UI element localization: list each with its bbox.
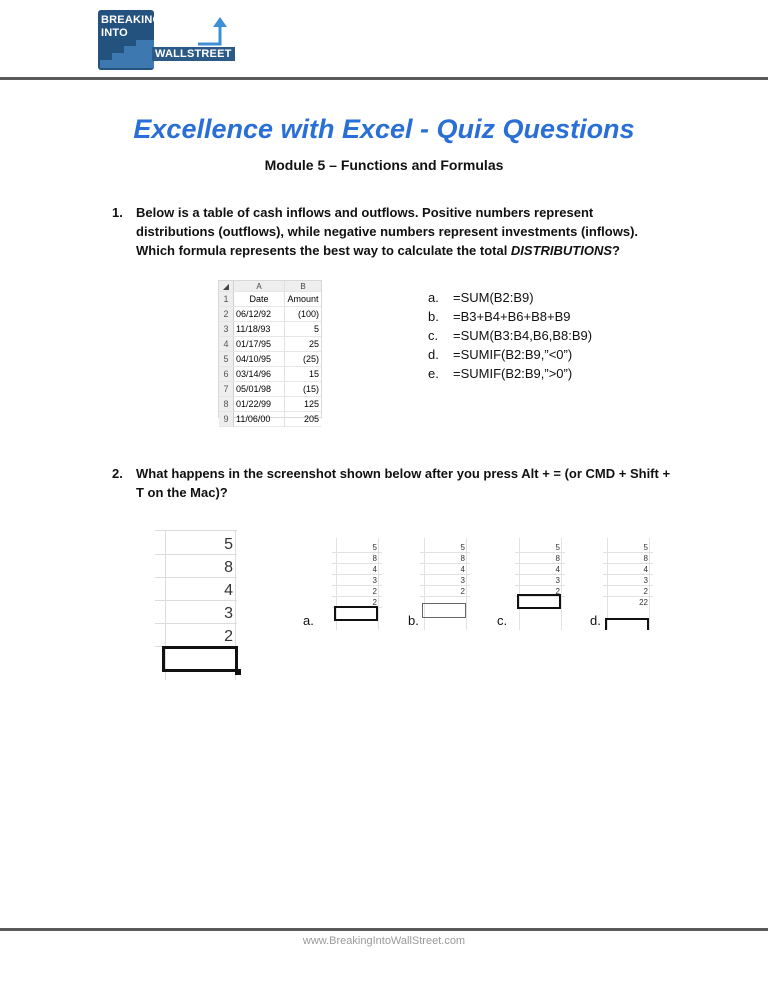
row-number: 1	[219, 292, 234, 307]
cell-value: 2	[555, 587, 560, 596]
cell-amount: 25	[285, 337, 322, 352]
selected-cell	[422, 603, 466, 618]
logo-text-breaking: BREAKING	[101, 14, 162, 26]
cell-amount: 125	[285, 397, 322, 412]
cell-value: 8	[555, 554, 560, 563]
cell-date: 04/10/95	[234, 352, 285, 367]
column-header: A	[234, 281, 285, 292]
logo-text-wallstreet: WALLSTREET	[152, 47, 235, 61]
cell-value: 4	[224, 582, 233, 599]
question-2	[112, 464, 672, 502]
question-number: 2.	[112, 466, 123, 481]
selected-cell	[605, 618, 649, 630]
selected-cell	[334, 606, 378, 621]
row-number: 8	[219, 397, 234, 412]
page-subtitle: Module 5 – Functions and Formulas	[264, 157, 504, 173]
cell-value: 3	[372, 576, 377, 585]
cell-value: 22	[639, 598, 648, 607]
cell-date: 11/18/93	[234, 322, 285, 337]
row-number: 4	[219, 337, 234, 352]
option-letter: c.	[428, 328, 439, 343]
cell-value: 2	[460, 587, 465, 596]
option-label-c[interactable]: c.	[497, 613, 508, 628]
question-text-line: What happens in the screenshot shown below after you press Alt + = (or CMD + Shift +	[136, 466, 671, 481]
column-header: B	[285, 281, 322, 292]
option-letter: e.	[428, 366, 439, 381]
cell-value: 5	[460, 543, 465, 552]
row-number: 9	[219, 412, 234, 427]
cell-value: 4	[372, 565, 377, 574]
question-text-line: Below is a table of cash inflows and outflows. Positive numbers represent	[136, 205, 594, 220]
cell-value: 3	[224, 605, 233, 622]
option-d-screenshot[interactable]	[603, 538, 653, 630]
cell-amount: (15)	[285, 382, 322, 397]
cell-value: 5	[224, 536, 233, 553]
cell-value: 8	[460, 554, 465, 563]
cell-amount: 15	[285, 367, 322, 382]
question-number: 1.	[112, 205, 123, 220]
corner-cell: ◢	[219, 281, 234, 292]
cell-amount: (25)	[285, 352, 322, 367]
option-c-screenshot[interactable]	[515, 538, 565, 630]
cell-date: 11/06/00	[234, 412, 285, 427]
header-rule	[0, 77, 768, 80]
row-number: 7	[219, 382, 234, 397]
row-number: 6	[219, 367, 234, 382]
cell-value: 5	[555, 543, 560, 552]
answer-option-e[interactable]	[428, 364, 592, 383]
row-number: 5	[219, 352, 234, 367]
excel-column-screenshot	[155, 530, 237, 680]
question-1-options	[428, 288, 592, 383]
option-text: =SUM(B2:B9)	[453, 290, 534, 305]
question-1	[112, 203, 672, 260]
cell-date: 03/14/96	[234, 367, 285, 382]
excel-table-screenshot	[218, 280, 322, 424]
answer-option-b[interactable]	[428, 307, 592, 326]
question-text-prefix: Which formula represents the best way to calculate the total	[136, 243, 511, 258]
cell-date: 05/01/98	[234, 382, 285, 397]
cell-value: 3	[460, 576, 465, 585]
option-label-a[interactable]: a.	[303, 613, 314, 628]
selected-cell	[517, 594, 561, 609]
cell-value: 2	[224, 628, 233, 645]
option-label-b[interactable]: b.	[408, 613, 419, 628]
company-logo	[98, 10, 230, 70]
answer-option-c[interactable]	[428, 326, 592, 345]
question-text-suffix: ?	[612, 243, 620, 258]
cell-value: 2	[643, 587, 648, 596]
footer-url[interactable]: www.BreakingIntoWallStreet.com	[302, 935, 466, 947]
cell-value: 2	[372, 587, 377, 596]
cell-value: 5	[643, 543, 648, 552]
logo-text-into: INTO	[101, 27, 128, 39]
cell-value: 3	[555, 576, 560, 585]
option-letter: d.	[428, 347, 439, 362]
option-text: =SUM(B3:B4,B6,B8:B9)	[453, 328, 593, 343]
option-letter: a.	[428, 290, 439, 305]
cell-value: 2	[372, 598, 377, 607]
answer-option-d[interactable]	[428, 345, 592, 364]
selected-cell	[162, 646, 238, 672]
cell-value: 4	[643, 565, 648, 574]
option-label-d[interactable]: d.	[590, 613, 601, 628]
footer-rule	[0, 928, 768, 931]
cell-value: 5	[372, 543, 377, 552]
cell-value: 8	[224, 559, 233, 576]
logo-stairs-icon	[100, 40, 154, 68]
question-text-line	[136, 241, 672, 260]
option-text: =SUMIF(B2:B9,”>0”)	[453, 366, 573, 381]
option-text: =SUMIF(B2:B9,”<0”)	[453, 347, 573, 362]
option-a-screenshot[interactable]	[332, 538, 382, 630]
row-number: 2	[219, 307, 234, 322]
cell-date-header: Date	[234, 292, 285, 307]
cell-date: 01/17/95	[234, 337, 285, 352]
cell-value: 3	[643, 576, 648, 585]
cell-amount-header: Amount	[285, 292, 322, 307]
cell-value: 4	[460, 565, 465, 574]
answer-option-a[interactable]	[428, 288, 592, 307]
cell-value: 4	[555, 565, 560, 574]
logo-arrow-icon	[198, 14, 230, 48]
option-text: =B3+B4+B6+B8+B9	[453, 309, 571, 324]
question-text-line: distributions (outflows), while negative numbers represent investments (inflows).	[136, 224, 639, 239]
cell-date: 01/22/99	[234, 397, 285, 412]
cell-value: 8	[643, 554, 648, 563]
option-b-screenshot[interactable]	[420, 538, 470, 630]
question-text-line: T on the Mac)?	[136, 485, 228, 500]
option-letter: b.	[428, 309, 439, 324]
question-emphasis: DISTRIBUTIONS	[510, 243, 613, 258]
cell-value: 8	[372, 554, 377, 563]
cell-amount: 5	[285, 322, 322, 337]
cell-amount: (100)	[285, 307, 322, 322]
cell-amount: 205	[285, 412, 322, 427]
page-title: Excellence with Excel - Quiz Questions	[133, 114, 635, 144]
row-number: 3	[219, 322, 234, 337]
cell-date: 06/12/92	[234, 307, 285, 322]
